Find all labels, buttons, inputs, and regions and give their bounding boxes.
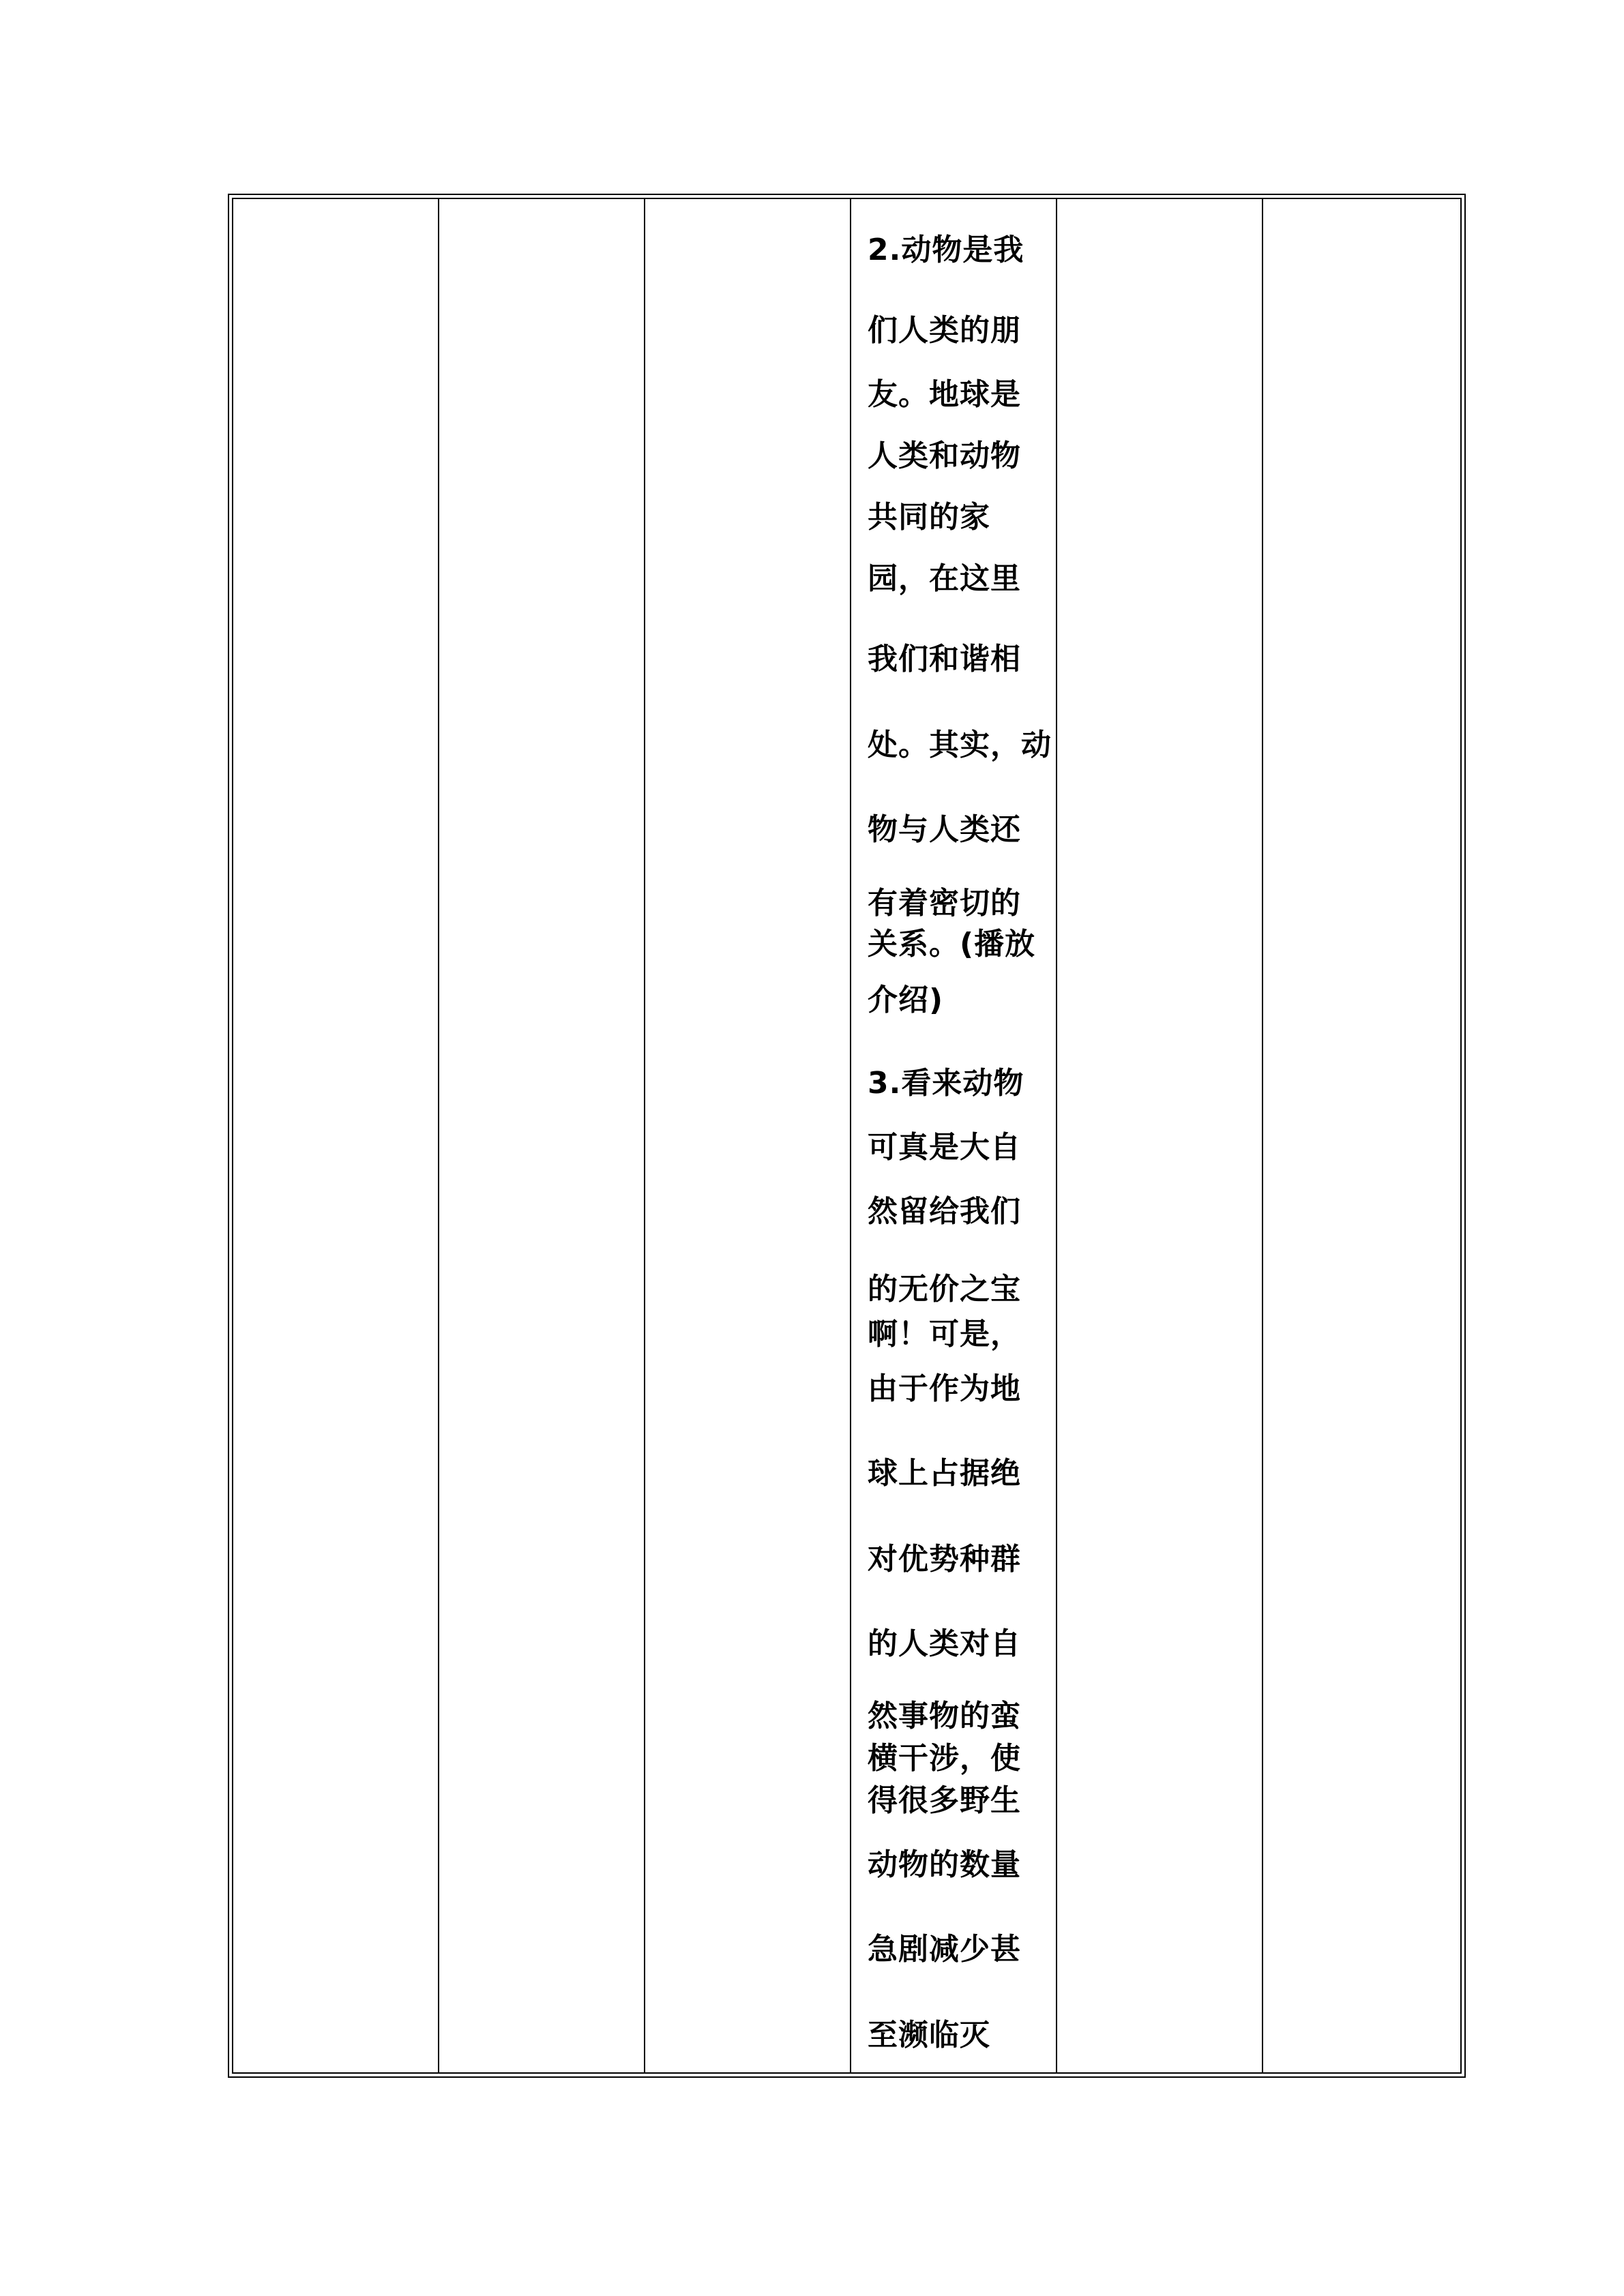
table-cell-col2	[439, 199, 645, 2072]
text-line: 的无价之宝	[868, 1272, 1021, 1307]
text-line: 至濒临灭	[868, 2018, 990, 2053]
text-line: 啊！可是，	[868, 1317, 1021, 1352]
text-line: 处。其实，动	[868, 728, 1052, 762]
text-line: 人类和动物	[868, 438, 1021, 473]
text-line: 由于作为地	[868, 1371, 1021, 1406]
text-line: 我们和谐相	[868, 642, 1021, 676]
table-cell-col1	[233, 199, 439, 2072]
text-line: 园，在这里	[868, 561, 1021, 596]
table-cell-col6	[1263, 199, 1460, 2072]
text-line: 3.看来动物	[868, 1066, 1024, 1101]
text-line: 急剧减少甚	[868, 1932, 1021, 1967]
text-line: 们人类的朋	[868, 313, 1021, 348]
text-line: 动物的数量	[868, 1847, 1021, 1882]
text-line: 关系。(播放	[868, 927, 1036, 961]
text-line: 共同的家	[868, 500, 990, 535]
text-line: 友。地球是	[868, 377, 1021, 412]
table-cell-col3	[645, 199, 851, 2072]
text-line: 对优势种群	[868, 1542, 1021, 1577]
text-line: 然事物的蛮	[868, 1699, 1021, 1733]
text-line: 横干涉，使	[868, 1741, 1021, 1776]
content-text-block	[851, 199, 1056, 2072]
text-line: 球上占据绝	[868, 1456, 1021, 1491]
text-line: 得很多野生	[868, 1783, 1021, 1818]
lesson-plan-table	[228, 194, 1466, 2078]
text-line: 2.动物是我	[868, 233, 1024, 267]
text-line: 有着密切的	[868, 886, 1021, 921]
text-line: 的人类对自	[868, 1626, 1021, 1661]
text-line: 介绍)	[868, 983, 944, 1017]
table-inner-border	[232, 198, 1462, 2074]
text-line: 物与人类还	[868, 812, 1021, 847]
table-cell-col4	[851, 199, 1057, 2072]
text-line: 可真是大自	[868, 1130, 1021, 1165]
table-cell-col5	[1057, 199, 1263, 2072]
text-line: 然留给我们	[868, 1194, 1021, 1229]
